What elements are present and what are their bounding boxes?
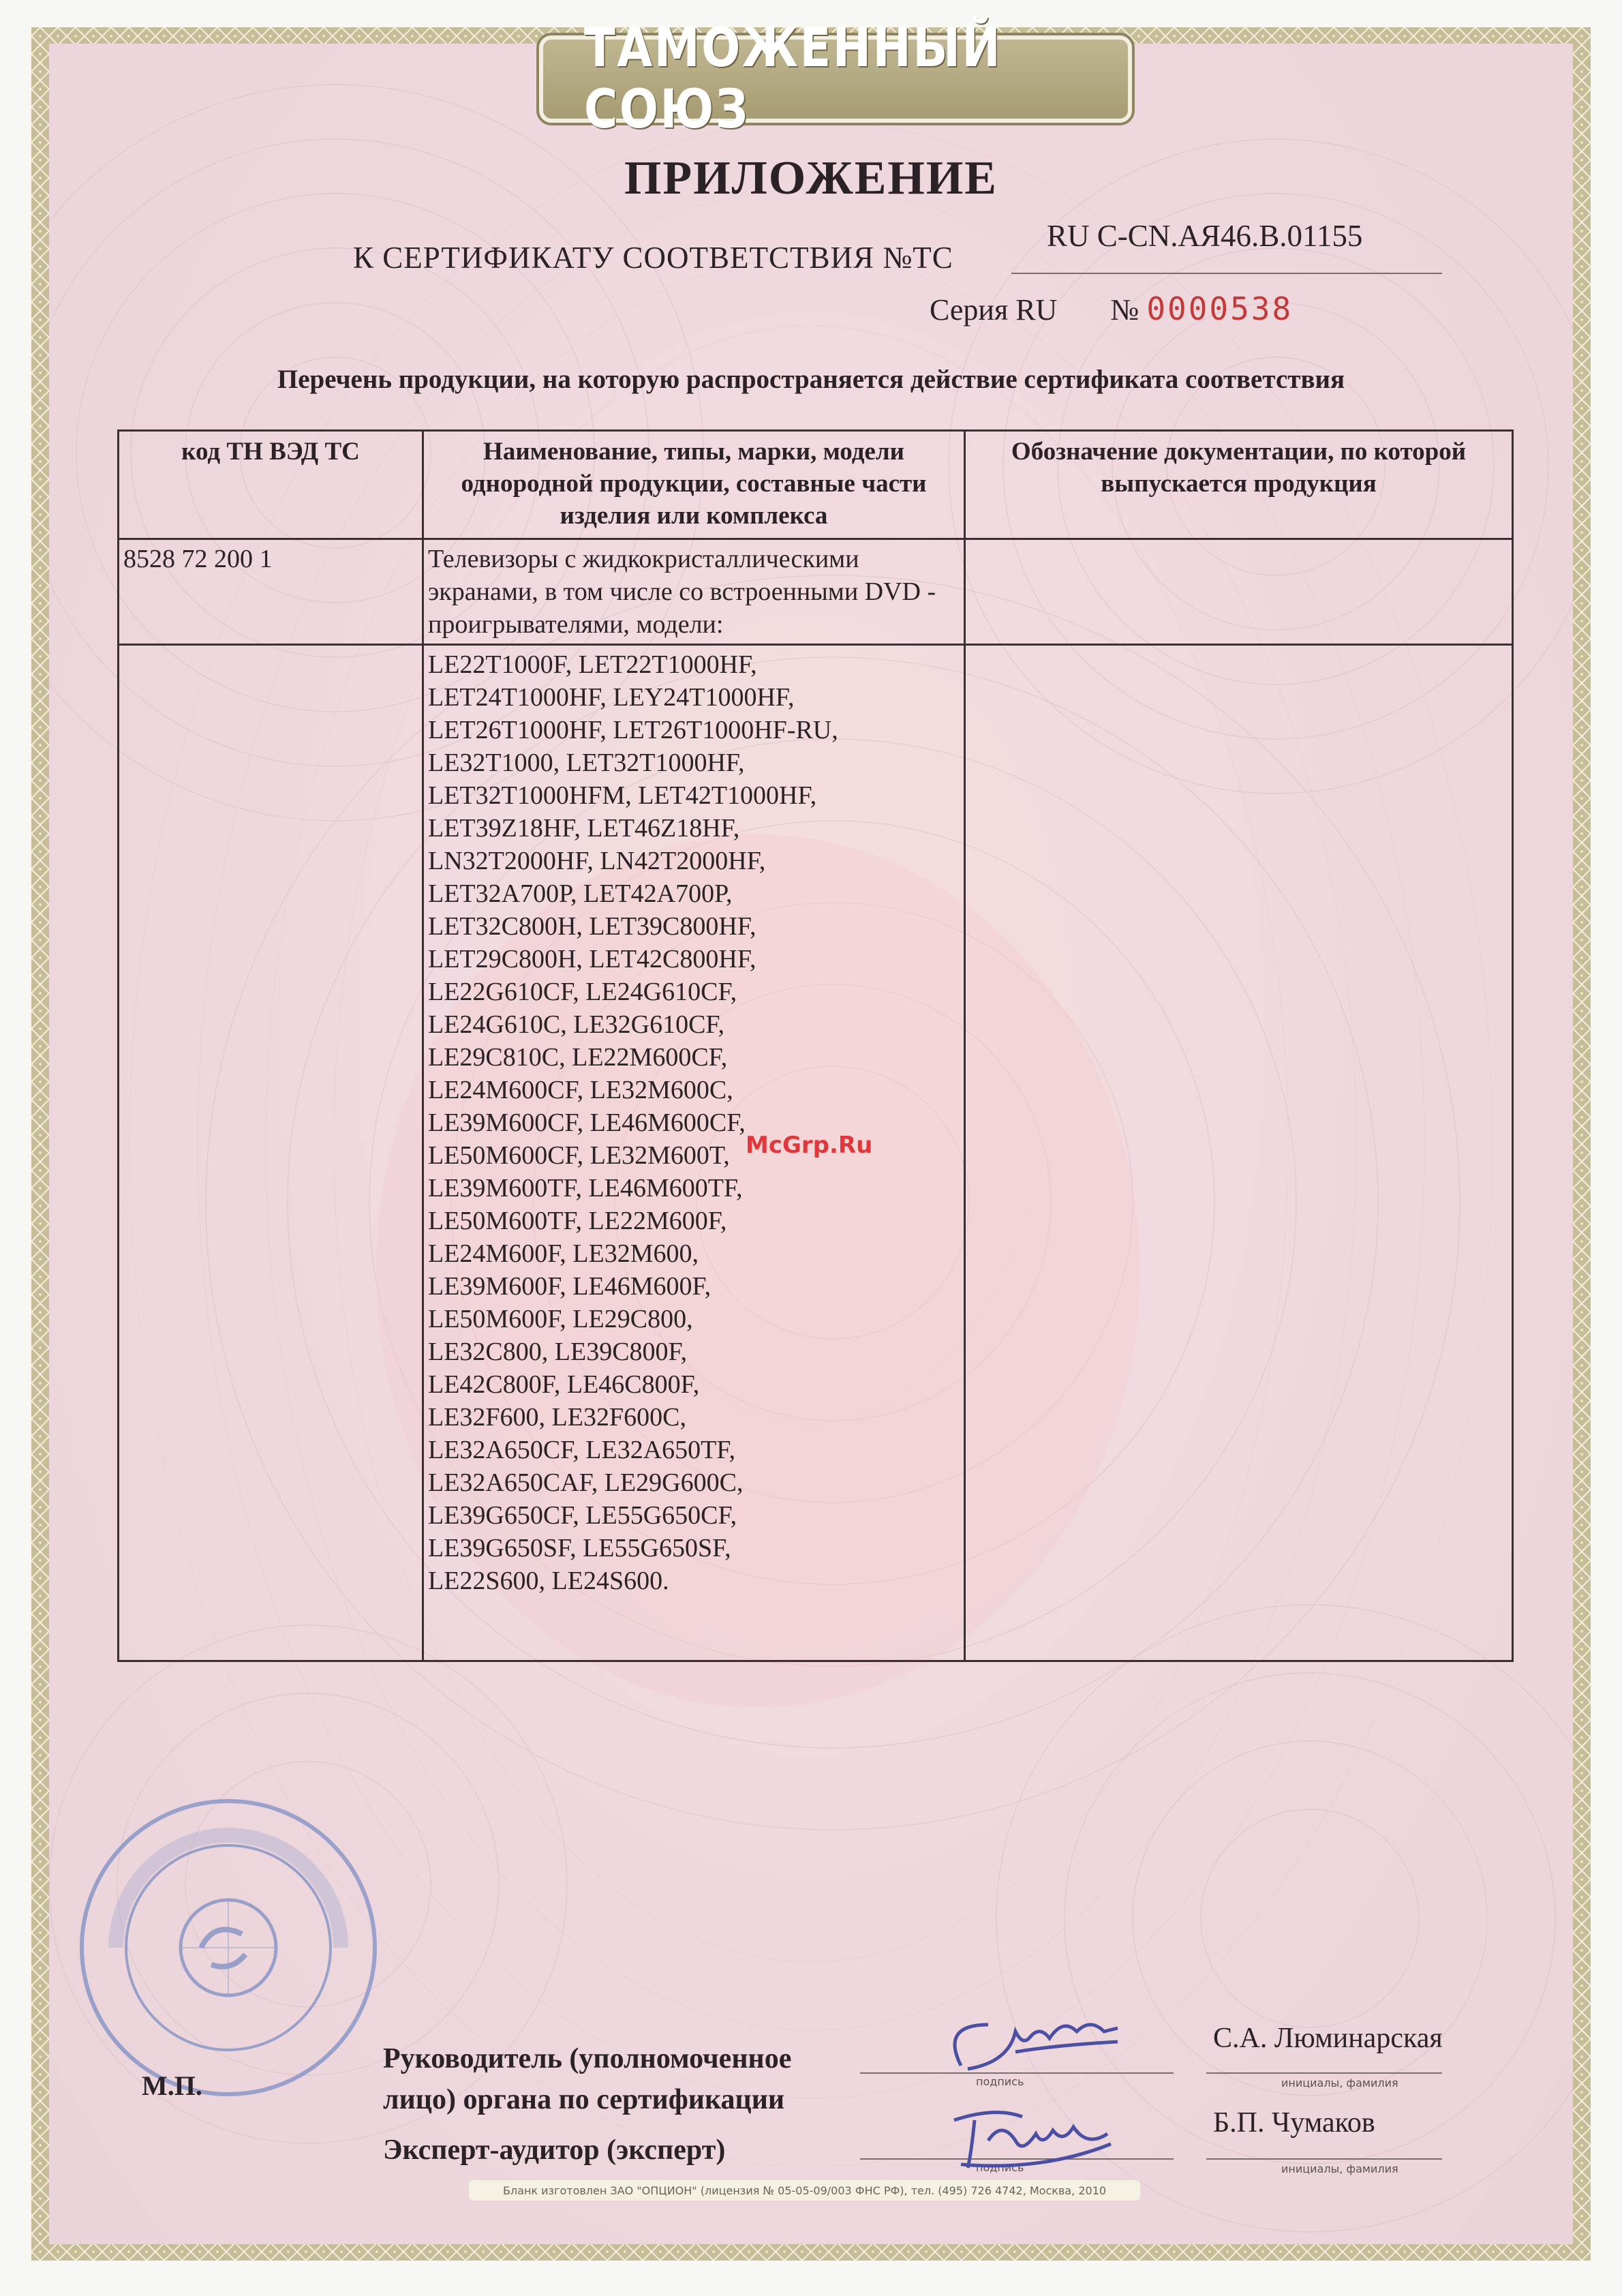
- customs-union-title: ТАМОЖЕННЫЙ СОЮЗ: [584, 18, 1003, 140]
- products-table: [117, 429, 1514, 1662]
- table-row: [119, 539, 1513, 645]
- hs-code: 8528 72 200 1: [123, 545, 273, 573]
- model-line: LE39M600F, LE46M600F,: [428, 1272, 711, 1301]
- model-line: LE24G610C, LE32G610CF,: [428, 1010, 725, 1039]
- page-title: ПРИЛОЖЕНИЕ: [624, 152, 998, 205]
- column-header-products: Наименование, типы, марки, модели однородной продукции, составные части изделия или комплекса: [423, 431, 965, 539]
- customs-union-banner: [539, 18, 1132, 140]
- certificate-reference: [353, 240, 953, 275]
- model-line: LE42C800F, LE46C800F,: [428, 1370, 700, 1399]
- footer-plate: [469, 2180, 1140, 2201]
- model-line: LE39M600CF, LE46M600CF,: [428, 1108, 746, 1137]
- empty-code-cell: [119, 645, 423, 1661]
- certificate-number: RU C-CN.АЯ46.B.01155: [1047, 219, 1363, 253]
- model-line: LET24T1000HF, LEY24T1000HF,: [428, 683, 795, 712]
- model-line: LE29C810C, LE22M600CF,: [428, 1043, 728, 1072]
- expert-name-line: [1206, 2158, 1442, 2160]
- documentation-cell: [966, 540, 1512, 543]
- head-signature-caption: подпись: [976, 2075, 1024, 2088]
- seal-placeholder-label: М.П.: [142, 2070, 202, 2101]
- head-name: С.А. Люминарская: [1213, 2023, 1443, 2054]
- number-label: №: [1110, 293, 1139, 327]
- model-line: LE22G610CF, LE24G610CF,: [428, 978, 737, 1006]
- model-line: LE50M600F, LE29C800,: [428, 1305, 693, 1333]
- series-line: [930, 290, 1293, 327]
- model-line: LE24M600F, LE32M600,: [428, 1239, 699, 1268]
- expert-initials-caption: инициалы, фамилия: [1281, 2162, 1398, 2175]
- head-of-body-label-2: лицо) органа по сертификации: [383, 2084, 785, 2115]
- model-line: LE32C800, LE39C800F,: [428, 1338, 688, 1366]
- model-line: LE32A650CAF, LE29G600C,: [428, 1468, 744, 1497]
- model-line: LE32A650CF, LE32A650TF,: [428, 1436, 735, 1464]
- certification-seal: [75, 1794, 382, 2101]
- model-line: LE39G650SF, LE55G650SF,: [428, 1534, 731, 1562]
- expert-name: Б.П. Чумаков: [1213, 2107, 1375, 2139]
- product-list-heading: Перечень продукции, на которую распространяется действие сертификата соответствия: [277, 365, 1345, 394]
- form-number: 0000538: [1146, 290, 1294, 327]
- model-line: LE50M600CF, LE32M600T,: [428, 1141, 730, 1170]
- model-line: LE39M600TF, LE46M600TF,: [428, 1174, 743, 1203]
- model-line: LE24M600CF, LE32M600C,: [428, 1076, 733, 1104]
- to-certificate-label: К СЕРТИФИКАТУ СООТВЕТСТВИЯ: [353, 241, 875, 275]
- series-label: Серия: [930, 293, 1009, 327]
- head-signature: [934, 2011, 1152, 2086]
- certificate-number-underline: [1011, 273, 1442, 274]
- head-initials-caption: инициалы, фамилия: [1281, 2076, 1398, 2089]
- model-line: LE22S600, LE24S600.: [428, 1567, 669, 1595]
- model-line: LET29C800H, LET42C800HF,: [428, 945, 756, 973]
- model-line: LE32T1000, LET32T1000HF,: [428, 749, 745, 777]
- form-printer-notice: Бланк изготовлен ЗАО "ОПЦИОН" (лицензия № 05-05-09/003 ФНС РФ), тел. (495) 726 4742, Москва, 2010: [502, 2184, 1107, 2197]
- model-list: [424, 646, 964, 1597]
- watermark-link[interactable]: McGrp.Ru: [746, 1132, 873, 1159]
- model-line: LE50M600TF, LE22M600F,: [428, 1207, 727, 1235]
- head-name-line: [1206, 2072, 1442, 2074]
- model-line: LN32T2000HF, LN42T2000HF,: [428, 847, 766, 875]
- column-header-code: код ТН ВЭД ТС: [119, 431, 423, 539]
- model-line: LE22T1000F, LET22T1000HF,: [428, 650, 757, 679]
- expert-signature-caption: подпись: [976, 2161, 1024, 2174]
- model-line: LE32F600, LE32F600C,: [428, 1403, 686, 1432]
- model-line: LET39Z18HF, LET46Z18HF,: [428, 814, 740, 843]
- model-line: LET32C800H, LET39C800HF,: [428, 912, 756, 941]
- expert-auditor-label: Эксперт-аудитор (эксперт): [383, 2134, 726, 2166]
- tc-label: №ТС: [883, 241, 953, 275]
- model-line: LET32T1000HFM, LET42T1000HF,: [428, 781, 817, 810]
- model-line: LE39G650CF, LE55G650CF,: [428, 1501, 737, 1530]
- model-line: LET32A700P, LET42A700P,: [428, 879, 733, 908]
- series-value: RU: [1015, 293, 1058, 327]
- column-header-documentation: Обозначение документации, по которой выпускается продукция: [965, 431, 1513, 539]
- table-header-row: [119, 431, 1513, 539]
- product-description: Телевизоры с жидкокристаллическими экранами, в том числе со встроенными DVD - проигрывателями, модели:: [428, 545, 936, 639]
- head-of-body-label-1: Руководитель (уполномоченное: [383, 2043, 792, 2074]
- expert-signature: [934, 2100, 1152, 2175]
- empty-documentation-cell: [965, 645, 1513, 1661]
- model-line: LET26T1000HF, LET26T1000HF-RU,: [428, 716, 838, 744]
